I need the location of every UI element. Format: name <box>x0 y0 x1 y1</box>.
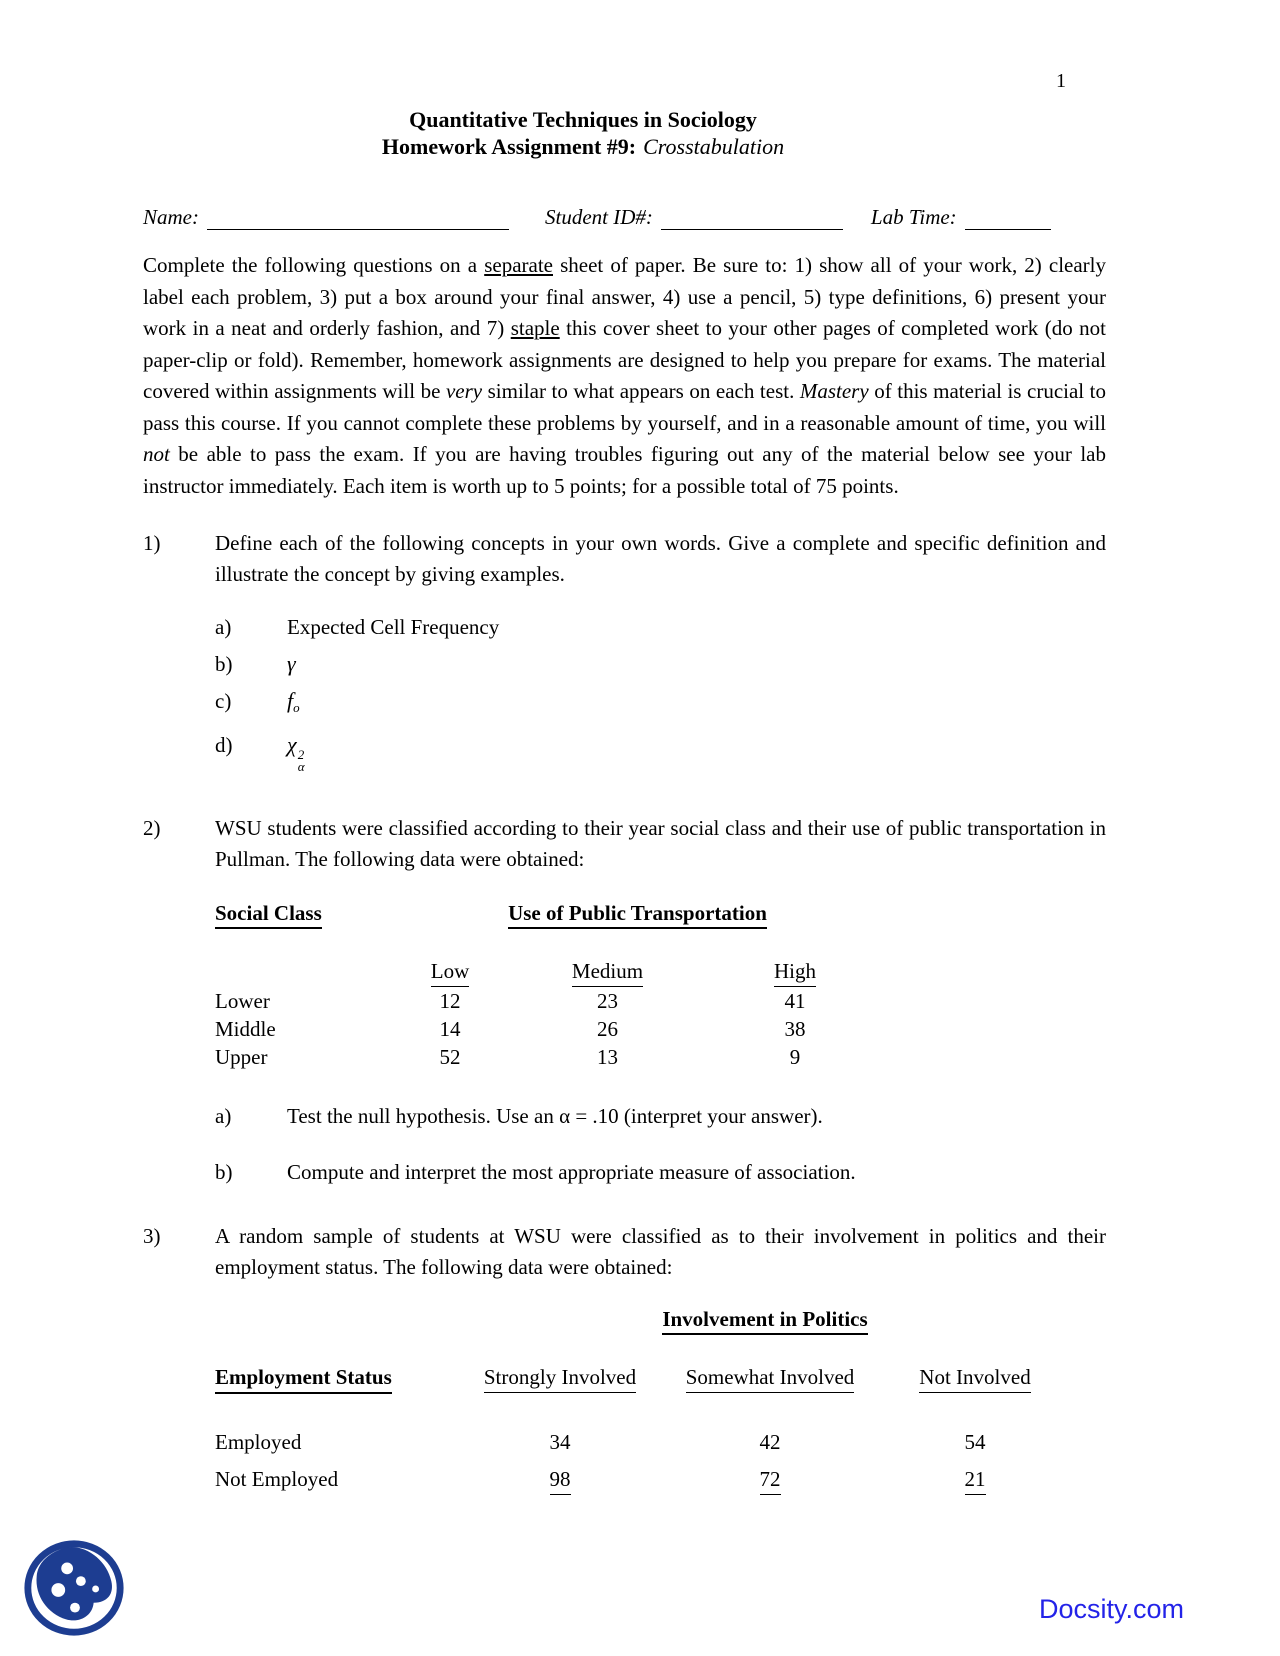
question-1-text: Define each of the following concepts in your own words. Give a complete and specific definition and illustrate the concept by giving examples. <box>215 531 1106 586</box>
table-row <box>215 987 1106 1015</box>
politics-table <box>215 1307 1106 1495</box>
table-row <box>215 1465 1106 1495</box>
cell-value: 34 <box>549 1430 571 1454</box>
docsity-link[interactable]: Docsity.com <box>1038 1594 1184 1624</box>
chi-subscript: α <box>297 759 305 774</box>
somewhat-involved-header: Somewhat Involved <box>686 1363 855 1393</box>
column-header <box>695 957 895 987</box>
question-3-number: 3) <box>143 1224 161 1248</box>
intro-text: Complete the following questions on a <box>143 253 485 277</box>
student-id-label: Student ID#: <box>545 205 653 229</box>
docsity-logo <box>20 1538 128 1638</box>
column-header <box>465 1363 655 1394</box>
row-label: Employed <box>215 1430 302 1454</box>
q1-item-a <box>215 612 1106 642</box>
not-involved-header: Not Involved <box>919 1363 1030 1393</box>
column-header <box>380 957 520 987</box>
row-dimension-header <box>215 1363 465 1394</box>
question-1 <box>143 528 1106 590</box>
cell-value: 26 <box>597 1017 618 1041</box>
f-subscript: o <box>293 700 300 715</box>
intro-text: similar to what appears on each test. <box>482 379 800 403</box>
q1-item-d <box>215 730 1106 773</box>
column-header <box>885 1363 1065 1394</box>
cell-value: 38 <box>784 1017 806 1041</box>
question-2 <box>143 813 1106 875</box>
item-label: b) <box>215 1160 233 1184</box>
underlined-value: 72 <box>760 1465 781 1495</box>
page-number: 1 <box>1056 70 1066 92</box>
item-label: a) <box>215 1104 232 1128</box>
transportation-table-dimension-row <box>215 901 1106 929</box>
question-2-items <box>143 1101 1106 1187</box>
cell-value: 12 <box>439 989 461 1013</box>
intro-text: be able to pass the exam. If you are having troubles figuring out any of the material below see your lab instructor immediately. Each item is worth up to 5 points; for a possible total of 75 points. <box>143 442 1106 498</box>
student-info-row <box>143 200 1106 230</box>
question-2-text: WSU students were classified according to their year social class and their use of public transportation in Pullman. The following data were obtained: <box>215 816 1106 871</box>
lab-time-label: Lab Time: <box>870 205 957 229</box>
assignment-title <box>143 133 1023 160</box>
involvement-in-politics-header: Involvement in Politics <box>662 1307 867 1335</box>
table-row <box>215 1015 1106 1043</box>
observed-frequency-symbol <box>287 686 300 723</box>
assignment-title-topic: Crosstabulation <box>643 134 785 159</box>
q2-item-a <box>215 1101 1106 1131</box>
intro-underlined-staple: staple <box>510 316 560 340</box>
cell-value <box>885 1465 1065 1495</box>
cell-value: 23 <box>597 989 618 1013</box>
document-title-block <box>143 106 1023 160</box>
intro-text: this cover sheet to your other pages of completed work (do not paper-clip or fold). Remember, homework assignments are designed to help you prepare for exams. The material covered within assignments will be <box>143 316 1106 403</box>
strongly-involved-header: Strongly Involved <box>484 1363 636 1393</box>
docsity-logo-icon <box>20 1538 128 1638</box>
chi-supsub <box>298 749 305 773</box>
document-content <box>143 0 1106 1495</box>
item-label: c) <box>215 689 232 713</box>
f-base: f <box>287 688 294 713</box>
row-label: Not Employed <box>215 1467 339 1491</box>
medium-header: Medium <box>572 957 643 987</box>
q2-item-b-text: Compute and interpret the most appropriate measure of association. <box>287 1160 856 1184</box>
item-label: a) <box>215 615 232 639</box>
question-2-number: 2) <box>143 816 161 840</box>
cell-value: 14 <box>439 1017 461 1041</box>
public-transportation-header: Use of Public Transportation <box>508 901 767 929</box>
intro-italic-very: very <box>445 379 483 403</box>
q2-item-b <box>215 1157 1106 1187</box>
instructions-paragraph <box>143 250 1106 502</box>
name-label: Name: <box>143 205 199 229</box>
cell-value <box>655 1465 885 1495</box>
cell-value <box>465 1465 655 1495</box>
gamma-symbol: γ <box>287 651 296 676</box>
question-1-items <box>143 612 1106 773</box>
chi-superscript: 2 <box>297 747 305 762</box>
q2-item-a-text: Test the null hypothesis. Use an α = .10 (interpret your answer). <box>287 1104 823 1128</box>
column-header <box>655 1363 885 1394</box>
politics-table-title <box>465 1307 1065 1335</box>
name-blank-line <box>207 205 509 230</box>
intro-underlined-separate: separate <box>484 253 553 277</box>
column-header <box>520 957 695 987</box>
cell-value: 9 <box>789 1045 801 1069</box>
empty-cell <box>215 957 380 987</box>
low-header: Low <box>431 957 470 987</box>
chi-base: χ <box>287 732 297 757</box>
cell-value: 41 <box>784 989 806 1013</box>
intro-italic-not: not <box>143 442 170 466</box>
row-label: Lower <box>215 989 270 1013</box>
question-1-number: 1) <box>143 531 161 555</box>
intro-text: sheet of paper. Be sure to: 1) show all of your work, 2) clearly label each problem, 3) put a box around your final answer, 4) use a pencil, 5) type definitions, 6) present your work in a neat and orderly fashion, and 7) <box>143 253 1107 340</box>
employment-status-header: Employment Status <box>215 1363 392 1394</box>
lab-time-blank-line <box>965 205 1051 230</box>
q1-item-a-text: Expected Cell Frequency <box>287 615 500 639</box>
q1-item-c <box>215 686 1106 723</box>
student-id-blank-line <box>661 205 843 230</box>
row-label: Upper <box>215 1045 268 1069</box>
question-3-text: A random sample of students at WSU were classified as to their involvement in politics and their employment status. The following data were obtained: <box>215 1224 1106 1279</box>
underlined-value: 98 <box>550 1465 571 1495</box>
cell-value: 52 <box>439 1045 461 1069</box>
transportation-table <box>215 901 1106 1071</box>
high-header: High <box>774 957 816 987</box>
intro-italic-mastery: Mastery <box>799 379 869 403</box>
table-row <box>215 1428 1106 1456</box>
underlined-value: 21 <box>965 1465 986 1495</box>
chi-squared-alpha-symbol <box>287 730 305 773</box>
row-dimension-header <box>215 901 380 929</box>
question-3 <box>143 1221 1106 1283</box>
intro-text: of this material is crucial to pass this course. If you cannot complete these problems by yourself, and in a reasonable amount of time, you will <box>143 379 1106 435</box>
course-title: Quantitative Techniques in Sociology <box>409 107 757 132</box>
transportation-table-column-headers <box>215 957 1106 987</box>
item-label: d) <box>215 733 233 757</box>
q1-item-b <box>215 649 1106 679</box>
politics-table-column-headers <box>215 1363 1106 1394</box>
cell-value: 54 <box>964 1430 986 1454</box>
assignment-title-bold: Homework Assignment #9: <box>381 134 637 159</box>
item-label: b) <box>215 652 233 676</box>
cell-value: 42 <box>759 1430 781 1454</box>
col-dimension-header <box>380 901 895 929</box>
row-label: Middle <box>215 1017 276 1041</box>
social-class-header: Social Class <box>215 901 322 929</box>
cell-value: 13 <box>597 1045 618 1069</box>
table-row <box>215 1043 1106 1071</box>
